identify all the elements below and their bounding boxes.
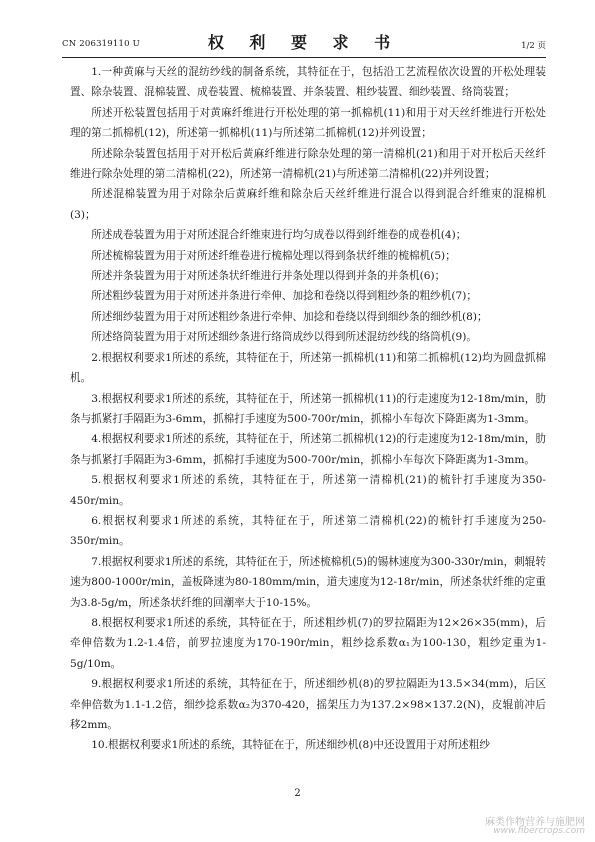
page-header: [62, 30, 546, 54]
claim-paragraph: 所述除杂装置包括用于对开松后黄麻纤维进行除杂处理的第一清棉机(21)和用于对开松后天丝纤维进行除杂处理的第二清棉机(22)，所述第一清棉机(21)与所述第二清棉机(22)并列设置；: [70, 147, 546, 181]
claim-paragraph: 3.根据权利要求1所述的系统，其特征在于，所述第一抓棉机(11)的行走速度为12-18m/min，肋条与抓紧打手隔距为3-6mm，抓棉打手速度为500-700r/min，抓棉小车每次下降距离为1-3mm。: [70, 392, 546, 425]
claim-paragraph: 9.根据权利要求1所述的系统，其特征在于，所述细纱机(8)的罗拉隔距为13.5×34(mm)，后区牵伸倍数为1.1-1.2倍，细纱捻系数α₂为370-420，摇架压力为137.2×98×137.2(N)，皮辊前冲后移2mm。: [70, 678, 546, 731]
claim-paragraph: 10.根据权利要求1所述的系统，其特征在于，所述细纱机(8)中还设置用于对所述粗纱: [91, 739, 490, 752]
claim-paragraph: 6.根据权利要求1所述的系统，其特征在于，所述第二清棉机(22)的梳针打手速度为250-350r/min。: [70, 514, 546, 548]
claim-paragraph: 所述络筒装置为用于对所述细纱条进行络筒成纱以得到所述混纺纱线的络筒机(9)。: [91, 331, 477, 344]
claim-paragraph: 所述混棉装置为用于对除杂后黄麻纤维和除杂后天丝纤维进行混合以得到混合纤维束的混棉机(3)；: [70, 188, 546, 221]
claim-paragraph: 7.根据权利要求1所述的系统，其特征在于，所述梳棉机(5)的锡林速度为300-330r/min，刺辊转速为800-1000r/min，盖板降速为80-180mm/min，道夫速度为12-18r/min，所述条状纤维的定重为3.8-5g/m，所述条状纤维的回潮率大于10-15%。: [70, 555, 546, 609]
claim-paragraph: 所述细纱装置为用于对所述粗纱条进行牵伸、加捻和卷绕以得到细纱条的细纱机(8)；: [91, 310, 488, 323]
watermark-url: www.fibercrops.com: [493, 826, 585, 836]
claim-paragraph: 5.根据权利要求1所述的系统，其特征在于，所述第一清棉机(21)的梳针打手速度为350-450r/min。: [70, 474, 546, 507]
claim-paragraph: 所述梳棉装置为用于对所述纤维卷进行梳棉处理以得到条状纤维的梳棉机(5)；: [91, 249, 456, 262]
header-rule: [62, 57, 546, 58]
claim-paragraph: 所述开松装置包括用于对黄麻纤维进行开松处理的第一抓棉机(11)和用于对天丝纤维进行开松处理的第二抓棉机(12)，所述第一抓棉机(11)与所述第二抓棉机(12)并列设置；: [70, 106, 546, 140]
page-number: 2: [294, 788, 301, 799]
watermark-site-name: 麻类作物营养与施肥网: [485, 817, 585, 828]
claim-paragraph: 所述成卷装置为用于对所述混合纤维束进行均匀成卷以得到纤维卷的成卷机(4)；: [91, 229, 467, 242]
claim-paragraph: 4.根据权利要求1所述的系统，其特征在于，所述第二抓棉机(12)的行走速度为12-18m/min，肋条与抓紧打手隔距为3-6mm，抓棉打手速度为500-700r/min，抓棉小车每次下降距离为1-3mm。: [70, 433, 546, 466]
claim-paragraph: 所述粗纱装置为用于对所述并条进行牵伸、加捻和卷绕以得到粗纱条的粗纱机(7)；: [91, 290, 477, 303]
document-title: 权 利 要 求 书: [207, 33, 401, 52]
claim-paragraph: 1.一种黄麻与天丝的混纺纱线的制备系统，其特征在于，包括沿工艺流程依次设置的开松处理装置、除杂装置、混棉装置、成卷装置、梳棉装置、并条装置、粗纱装置、细纱装置、络筒装置；: [70, 66, 546, 99]
claim-paragraph: 所述并条装置为用于对所述条状纤维进行并条处理以得到并条的并条机(6)；: [91, 270, 446, 283]
claim-paragraph: 8.根据权利要求1所述的系统，其特征在于，所述粗纱机(7)的罗拉隔距为12×26×35(mm)，后牵伸倍数为1.2-1.4倍，前罗拉速度为170-190r/min，粗纱捻系数α₁为100-130，粗纱定重为1-5g/10m。: [70, 616, 546, 670]
claim-paragraph: 2.根据权利要求1所述的系统，其特征在于，所述第一抓棉机(11)和第二抓棉机(12)均为圆盘抓棉机。: [70, 351, 546, 385]
claims-body: [70, 62, 546, 756]
publication-number: CN 206319110 U: [62, 39, 140, 49]
page-indicator: 1/2 页: [521, 41, 546, 51]
